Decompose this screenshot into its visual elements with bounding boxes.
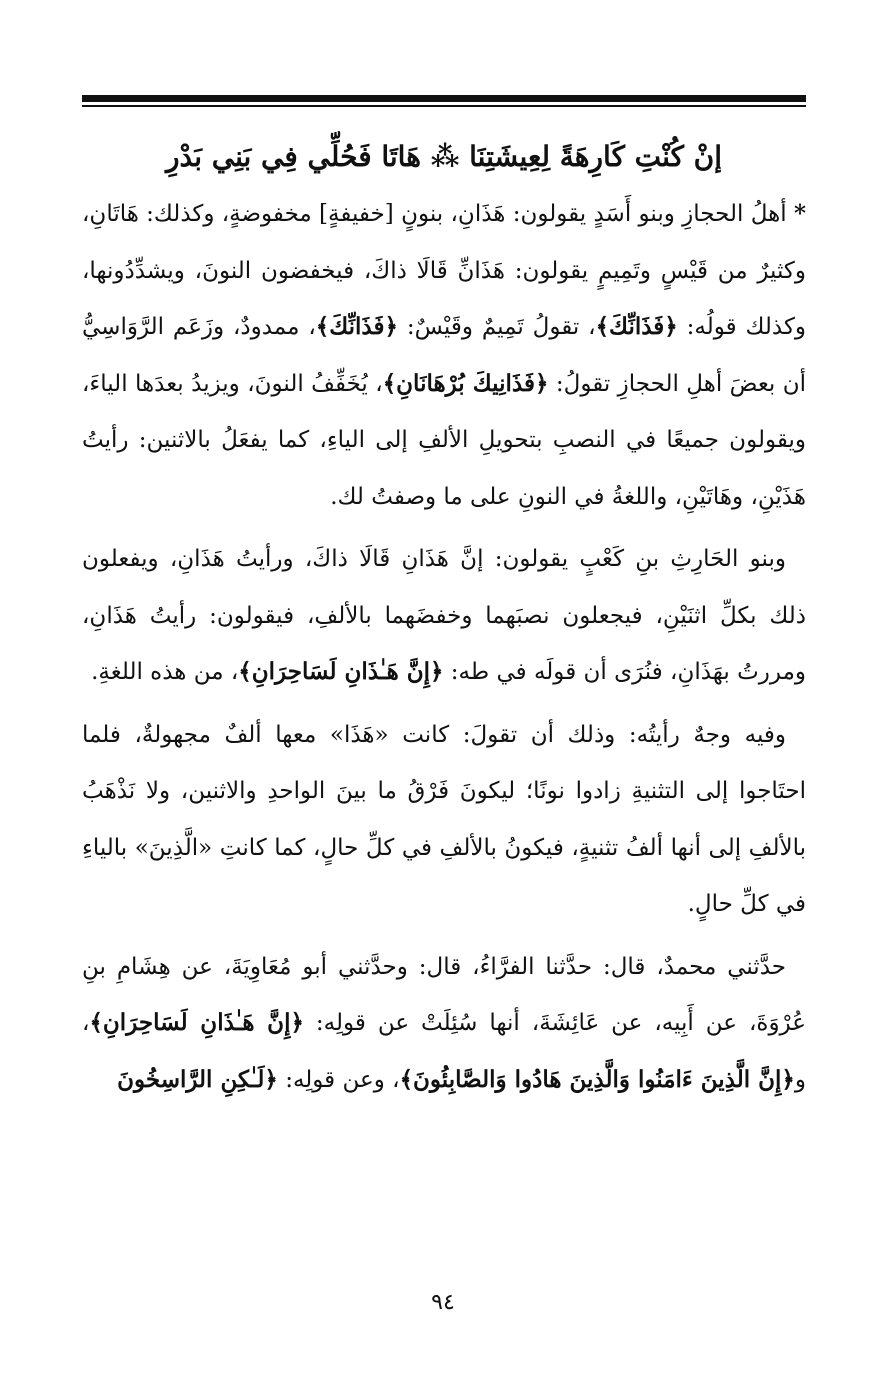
paragraph-2	[82, 531, 806, 701]
quran-quote: ﴿لَـٰكِنِ الرَّاسِخُونَ	[117, 1065, 278, 1093]
verse-line: إنْ كُنْتِ كَارِهَةً لِعِيشَتِنَا ⁂ هَاتَا فَحُلِّي فِي بَنِي بَدْرِ	[165, 140, 723, 173]
paragraph-4	[82, 939, 806, 1109]
p4-text-b: ، و	[82, 1010, 806, 1093]
quran-quote: ﴿فَذَانِّكَ﴾	[315, 313, 398, 340]
header-rule-thin	[82, 105, 806, 107]
paragraph-1	[82, 186, 806, 525]
quran-quote: ﴿إِنَّ هَـٰذَانِ لَسَاحِرَانِ﴾	[238, 658, 444, 685]
quran-quote: ﴿إِنَّ هَـٰذَانِ لَسَاحِرَانِ﴾	[89, 1009, 304, 1036]
p4-text-a: حدَّثني محمدٌ، قال: حدَّثنا الفرَّاءُ، قال: وحدَّثني أبو مُعَاوِيَةَ، عن هِشَامِ بنِ عُرْوَةَ، عن أَبِيه، عن عَائِشَةَ، أنها سُئِلَتْ عن قولِه:	[82, 953, 806, 1036]
quran-quote: ﴿فَذَانِيكَ بُرْهَانَانِ﴾	[382, 369, 549, 397]
paragraph-3: وفيه وجهٌ رأيتُه: وذلك أن تقولَ: كانت «هَذَا» معها ألفٌ مجهولةٌ، فلما احتَاجوا إلى التثنيةِ زادوا نونًا؛ ليكونَ فَرْقُ ما بينَ الواحدِ والاثنين، ولا نَذْهَبُ بالألفِ إلى أنها ألفُ تثنيةٍ، فيكونُ بالألفِ في كلِّ حالٍ، كما كانتِ «الَّذِينَ» بالياءِ في كلِّ حالٍ.	[82, 721, 806, 917]
p2-text-a: وبنو الحَارِثِ بنِ كَعْبٍ يقولون: إنَّ هَذَانِ قَالَا ذاكَ، ورأيتُ هَذَانِ، ويفعلون ذلك بكلِّ اثنَيْنِ، فيجعلون نصبَهما وخفضَهما بالألفِ، فيقولون: رأيتُ هَذَانِ، ومررتُ بهَذَانِ، فنُرَى أن قولَه في طه:	[82, 546, 806, 685]
p1-text-a: أهلُ الحجازِ وبنو أَسَدٍ يقولون: هَذَانِ، بنونٍ [خفيفةٍ] مخفوضةٍ، وكذلك: هَاتَانِ، وكثيرٌ من قَيْسٍ وتَمِيمٍ يقولون: هَذَانِّ قَالَا ذاكَ، فيخفضون النونَ، ويشدِّدُونها، وكذلك قولُه:	[82, 201, 807, 340]
page-number: ٩٤	[431, 1290, 455, 1315]
header-rule-thick	[82, 95, 806, 102]
page-body	[82, 132, 806, 1108]
asterisk-marker: *	[793, 200, 806, 227]
p2-text-b: ، من هذه اللغةِ.	[91, 659, 239, 685]
quran-quote: ﴿فَذَانِّكَ﴾	[595, 313, 678, 340]
p4-text-c: ، وعن قولِه:	[277, 1066, 400, 1093]
quran-quote: ﴿إِنَّ الَّذِينَ ءَامَنُوا وَالَّذِينَ هَادُوا وَالصَّابِئُونَ﴾	[399, 1065, 795, 1093]
p1-text-c: ، ممدودٌ، وزَعَم الرَّوَاسِيُّ أن بعضَ أهلِ الحجازِ تقولُ:	[82, 314, 807, 397]
p1-text-b: ، تقولُ تَمِيمٌ وقَيْسٌ:	[397, 314, 596, 340]
p1-text-d: ، يُخَفِّفُ النونَ، ويزيدُ بعدَها الياءَ، ويقولون جميعًا في النصبِ بتحويلِ الألفِ إلى الياءِ، كما يفعَلُ بالاثنين: رأيتُ هَذَيْنِ، وهَاتَيْنِ، واللغةُ في النونِ على ما وصفتُ لك.	[82, 370, 806, 510]
